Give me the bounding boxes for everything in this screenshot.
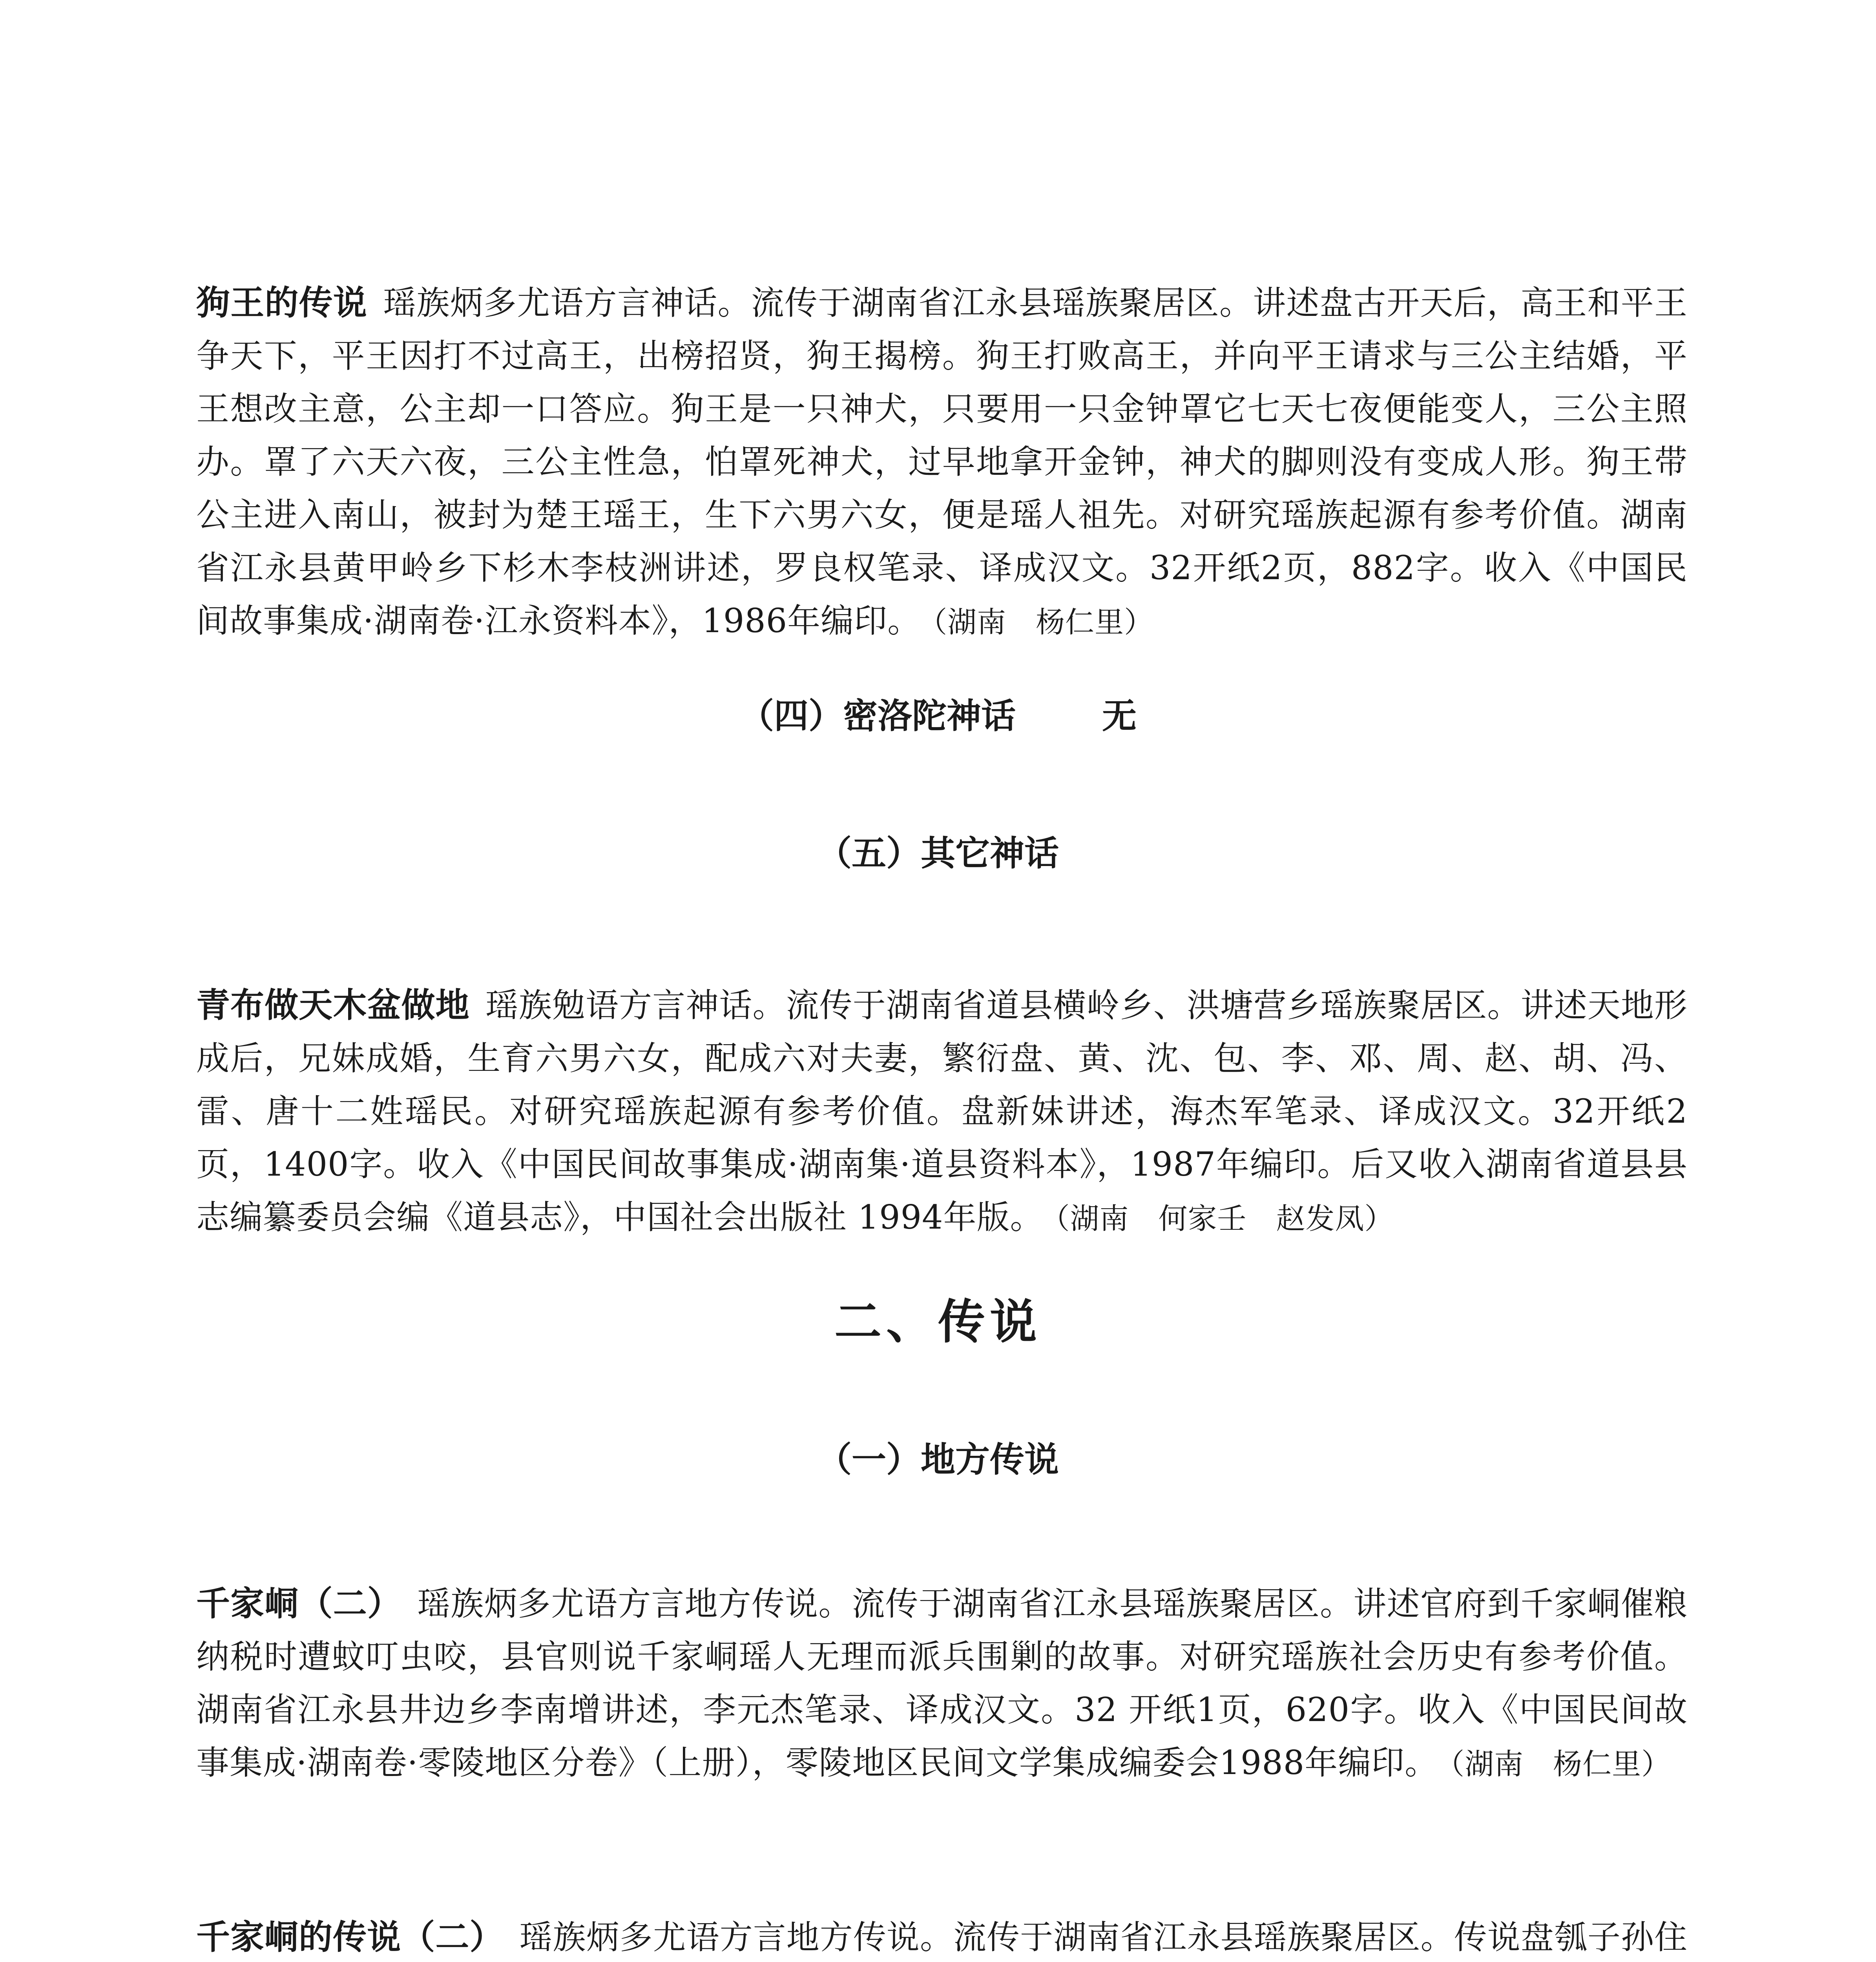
subheading-text: （四）密洛陀神话 [739, 696, 1016, 736]
entry-body: 瑶族炳多尤语方言地方传说。流传于湖南省江永县瑶族聚居区。传说盘瓠子孙住 [519, 1918, 1688, 1957]
entry-qianjiadong-2 [196, 1577, 1688, 1791]
subheading-text: （五）其它神话 [817, 833, 1059, 873]
entry-author: （湖南 何家壬 赵发凤） [1055, 1202, 1394, 1236]
entry-title: 千家峒的传说（二） [196, 1918, 504, 1957]
entry-author: （湖南 杨仁里） [1450, 1747, 1671, 1781]
subheading-local-legends [0, 1438, 1876, 1481]
subheading-note: 无 [1102, 696, 1137, 736]
entry-title: 青布做天木盆做地 [196, 986, 470, 1025]
entry-body: 瑶族炳多尤语方言地方传说。流传于湖南省江永县瑶族聚居区。讲述官府到千家峒催粮纳税时遭蚊叮虫咬，县官则说千家峒瑶人无理而派兵围剿的故事。对研究瑶族社会历史有参考价值。湖南省江永县井边乡李南增讲述，李元杰笔录、译成汉文。32 开纸1页，620字。收入《中国民间故事集成·湖南卷·零陵地区分卷》（上册），零陵地区民间文学集成编委会1988年编印。 [196, 1585, 1688, 1782]
entry-qianjiadong-legend-2 [196, 1911, 1688, 1962]
subheading-miluotuo [0, 695, 1876, 738]
subheading-text: （一）地方传说 [817, 1439, 1059, 1480]
entry-title: 狗王的传说 [196, 283, 368, 323]
entry-body: 瑶族炳多尤语方言神话。流传于湖南省江永县瑶族聚居区。讲述盘古开天后，高王和平王争天下，平王因打不过高王，出榜招贤，狗王揭榜。狗王打败高王，并向平王请求与三公主结婚，平王想改主意，公主却一口答应。狗王是一只神犬，只要用一只金钟罩它七天七夜便能变人，三公主照办。罩了六天六夜，三公主性急，怕罩死神犬，过早地拿开金钟，神犬的脚则没有变成人形。狗王带公主进入南山，被封为楚王瑶王，生下六男六女，便是瑶人祖先。对研究瑶族起源有参考价值。湖南省江永县黄甲岭乡下杉木李枝洲讲述，罗良权笔录、译成汉文。32开纸2页，882字。收入《中国民间故事集成·湖南卷·江永资料本》，1986年编印。 [196, 284, 1688, 640]
entry-body: 瑶族勉语方言神话。流传于湖南省道县横岭乡、洪塘营乡瑶族聚居区。讲述天地形成后，兄妹成婚，生育六男六女，配成六对夫妻，繁衍盘、黄、沈、包、李、邓、周、赵、胡、冯、雷、唐十二姓瑶民。对研究瑶族起源有参考价值。盘新妹讲述，海杰军笔录、译成汉文。32开纸2 页，1400字。收入《中国民间故事集成·湖南集·道县资料本》，1987年编印。后又收入湖南省道县县志编纂委员会编《道县志》，中国社会出版社 1994年版。 [196, 986, 1688, 1236]
section-heading-legends: 二、传说 [834, 1295, 1042, 1349]
entry-gouwang [196, 277, 1688, 649]
subheading-other-myths [0, 832, 1876, 875]
entry-author: （湖南 杨仁里） [933, 605, 1154, 639]
entry-qingbu [196, 979, 1688, 1245]
entry-title: 千家峒（二） [196, 1584, 402, 1623]
